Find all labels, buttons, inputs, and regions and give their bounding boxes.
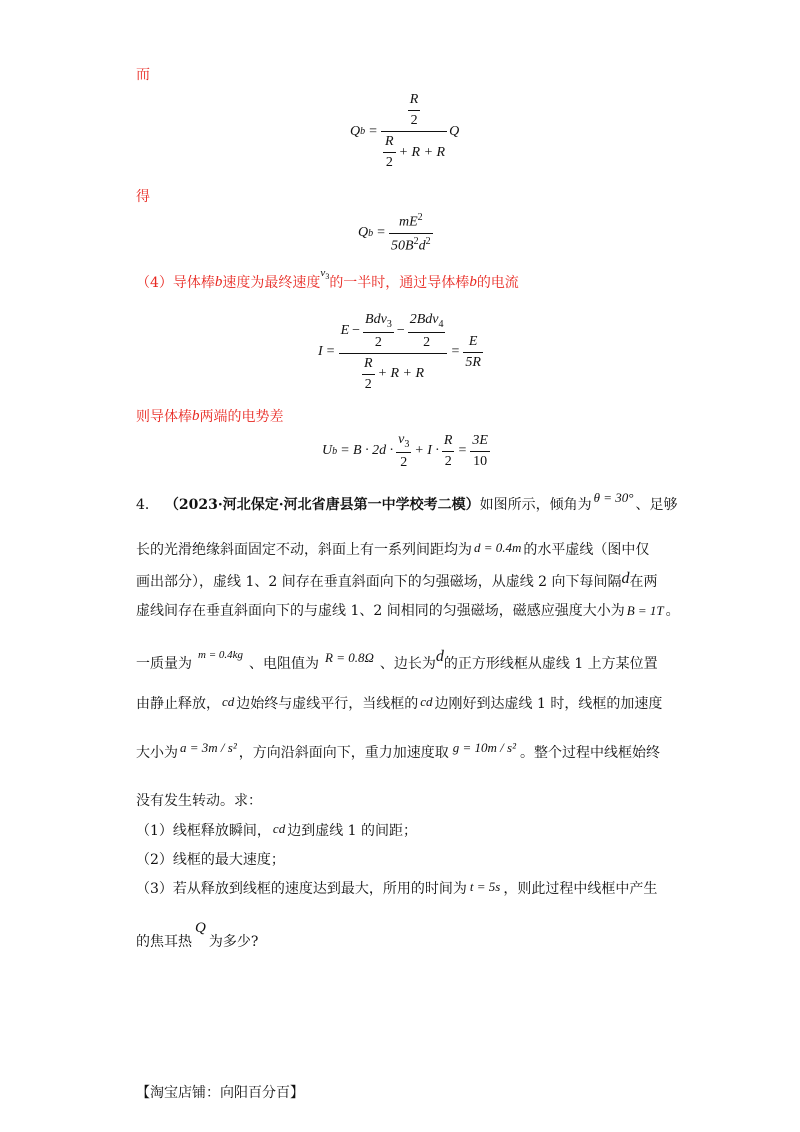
problem-line-3: 画出部分），虚线 1、2 间存在垂直斜面向下的匀强磁场，从虚线 2 向下每间隔 d 在两 — [136, 570, 658, 590]
equation-qb-result: Q b = $\frac{mE^2}{50B^2d^2}$ — [358, 212, 431, 254]
equation-voltage: U b = B · 2d · $\frac{v_3}{2}$ + I · $\frac{R}{2}$ = $\frac{3E}{10}$ — [322, 432, 488, 470]
problem-line-6: 由静止释放， cd 边始终与虚线平行，当线框的 cd 边刚好到达虚线 1 时，线框的加速度 — [136, 693, 663, 712]
equation-current: I = E − $\frac{Bdv_3}{2}$ − $\frac{2Bdv_4}{2}$ $\frac{R}{2}$ + R + R = $\frac{E}{5R}$ — [318, 312, 481, 392]
question-2: （2）线框的最大速度； — [136, 852, 285, 868]
part4-statement: （4）导体棒 b 速度为最终速度 $v_3$ 的一半时，通过导体棒 b 的电流 — [136, 266, 519, 291]
equation-qb-ratio: Q b = $\frac{R}{2}$ $\frac{R}{2}$ + R + R Q — [350, 92, 460, 170]
question-3-continued: 的焦耳热 Q 为多少? — [136, 920, 259, 950]
solution-word-er: 而 — [136, 67, 150, 83]
problem-line-5: 一质量为 m = 0.4kg 、电阻值为 R = 0.8Ω 、边长为 d 的正方形线框从虚线 1 上方某位置 — [136, 648, 658, 672]
question-3: （3）若从释放到线框的速度达到最大，所用的时间为 t = 5s ，则此过程中线框中产生 — [136, 878, 658, 897]
problem-line-7: 大小为 a = 3m / s² ，方向沿斜面向下，重力加速度取 g = 10m / s² 。整个过程中线框始终 — [136, 739, 660, 761]
problem-line-2: 长的光滑绝缘斜面固定不动，斜面上有一系列间距均为 d = 0.4m 的水平虚线（图中仅 — [136, 539, 650, 558]
question-1: （1）线框释放瞬间， cd 边到虚线 1 的间距； — [136, 820, 418, 839]
footer-shop-label: 【淘宝店铺：向阳百分百】 — [136, 1085, 304, 1101]
problem-line-4: 虚线间存在垂直斜面向下的与虚线 1、2 间相同的匀强磁场，磁感应强度大小为 B = 1T 。 — [136, 602, 680, 619]
problem-line-8: 没有发生转动。求： — [136, 793, 262, 809]
solution-word-de: 得 — [136, 189, 150, 205]
voltage-statement: 则导体棒 b 两端的电势差 — [136, 407, 284, 425]
problem-line-1: 4． （2023·河北保定·河北省唐县第一中学校考二模） 如图所示，倾角为 θ = 30° 、足够 — [136, 489, 678, 513]
